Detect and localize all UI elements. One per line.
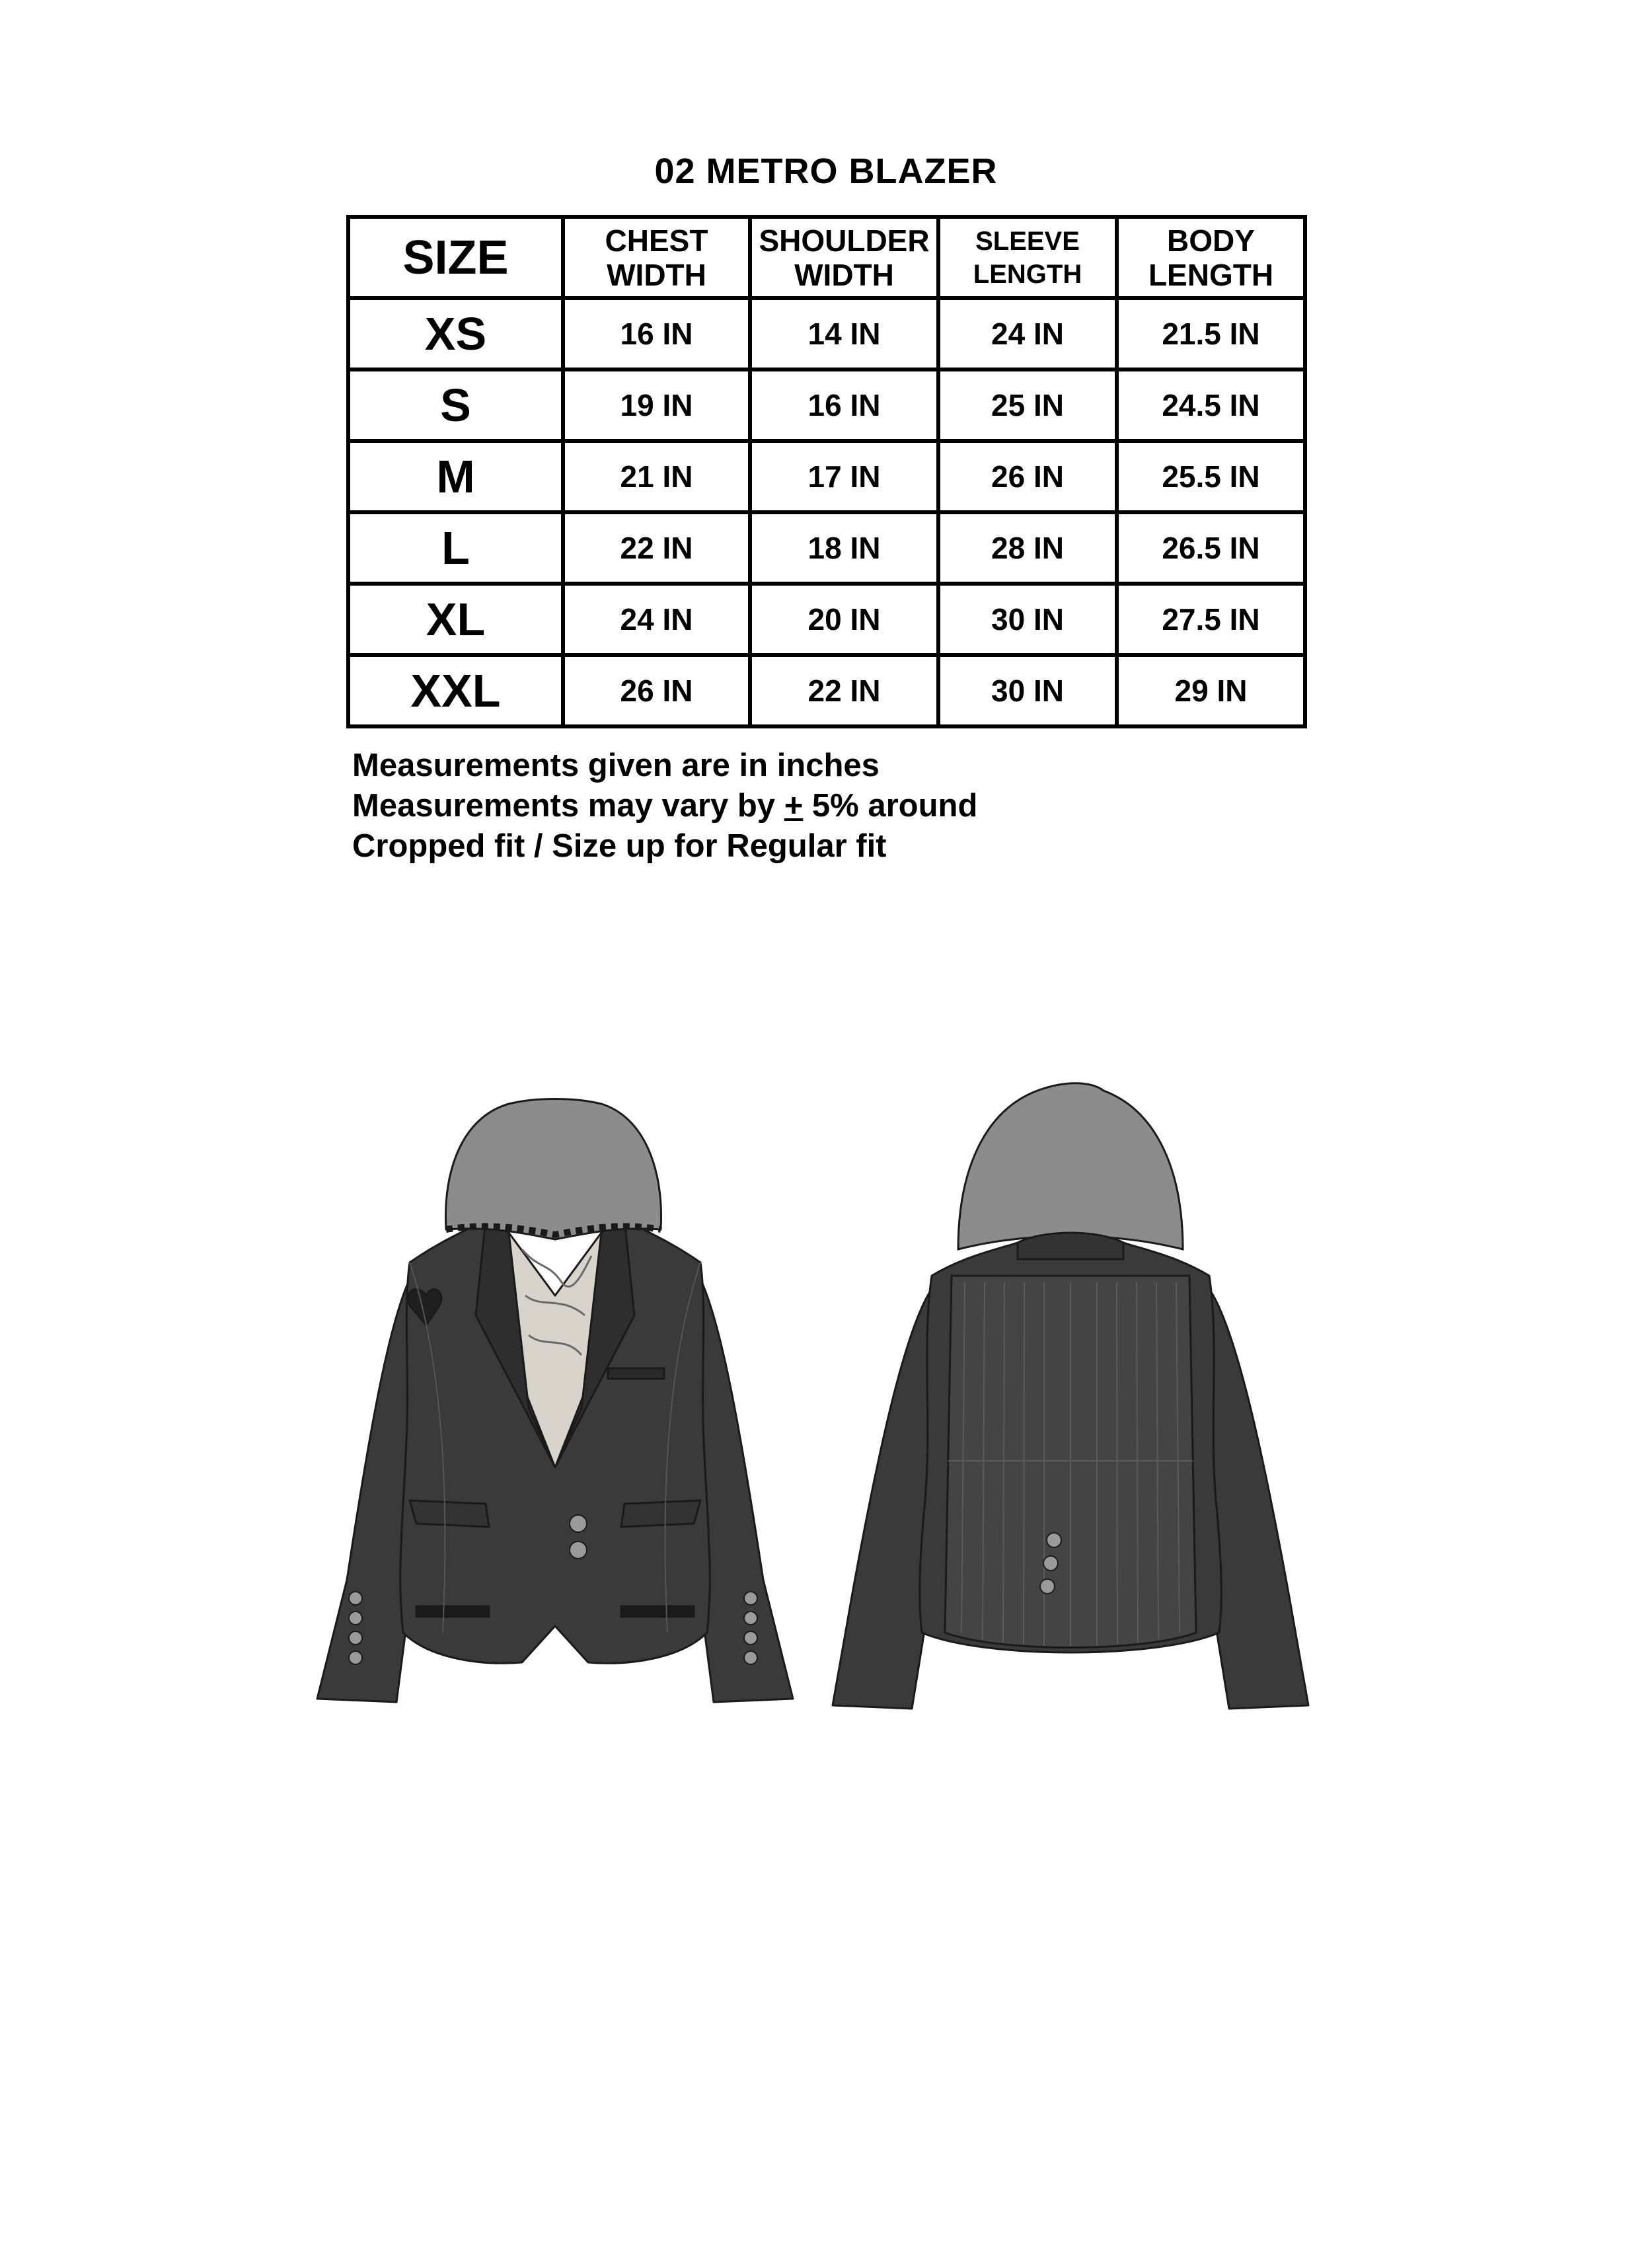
size-cell: XXL	[348, 655, 563, 726]
header-size: SIZE	[348, 217, 563, 298]
chest-cell: 19 IN	[563, 369, 750, 441]
table-row	[348, 441, 1305, 512]
size-cell: XL	[348, 584, 563, 655]
body-cell: 25.5 IN	[1117, 441, 1305, 512]
table-row	[348, 369, 1305, 441]
size-cell: M	[348, 441, 563, 512]
shoulder-cell: 16 IN	[750, 369, 938, 441]
size-cell: XS	[348, 298, 563, 369]
sleeve-cell: 25 IN	[938, 369, 1117, 441]
chest-cell: 24 IN	[563, 584, 750, 655]
chest-cell: 16 IN	[563, 298, 750, 369]
table-header-row	[348, 217, 1305, 298]
hooded-blazer-front-icon	[311, 1097, 800, 1719]
body-cell: 27.5 IN	[1117, 584, 1305, 655]
measurement-notes	[352, 746, 977, 867]
note-line: Cropped fit / Size up for Regular fit	[352, 828, 887, 864]
sleeve-cell: 24 IN	[938, 298, 1117, 369]
table-row	[348, 512, 1305, 584]
body-cell: 21.5 IN	[1117, 298, 1305, 369]
page-title: 02 METRO BLAZER	[654, 151, 998, 191]
sleeve-cell: 30 IN	[938, 584, 1117, 655]
shoulder-cell: 17 IN	[750, 441, 938, 512]
table-row	[348, 584, 1305, 655]
chest-cell: 21 IN	[563, 441, 750, 512]
shoulder-cell: 22 IN	[750, 655, 938, 726]
shoulder-cell: 20 IN	[750, 584, 938, 655]
body-cell: 26.5 IN	[1117, 512, 1305, 584]
header-shoulder-width: SHOULDER WIDTH	[750, 217, 938, 298]
table-row	[348, 298, 1305, 369]
size-cell: S	[348, 369, 563, 441]
sleeve-cell: 26 IN	[938, 441, 1117, 512]
hooded-blazer-back-icon	[826, 1077, 1315, 1712]
sleeve-cell: 30 IN	[938, 655, 1117, 726]
sleeve-cell: 28 IN	[938, 512, 1117, 584]
chest-cell: 26 IN	[563, 655, 750, 726]
table-row	[348, 655, 1305, 726]
note-line: Measurements given are in inches	[352, 748, 880, 783]
shoulder-cell: 14 IN	[750, 298, 938, 369]
size-chart-table	[346, 215, 1307, 728]
note-line: Measurements may vary by + 5% around	[352, 788, 978, 824]
size-cell: L	[348, 512, 563, 584]
chest-cell: 22 IN	[563, 512, 750, 584]
header-sleeve-length: SLEEVE LENGTH	[938, 217, 1117, 298]
body-cell: 24.5 IN	[1117, 369, 1305, 441]
body-cell: 29 IN	[1117, 655, 1305, 726]
shoulder-cell: 18 IN	[750, 512, 938, 584]
header-body-length: BODY LENGTH	[1117, 217, 1305, 298]
header-chest-width: CHEST WIDTH	[563, 217, 750, 298]
